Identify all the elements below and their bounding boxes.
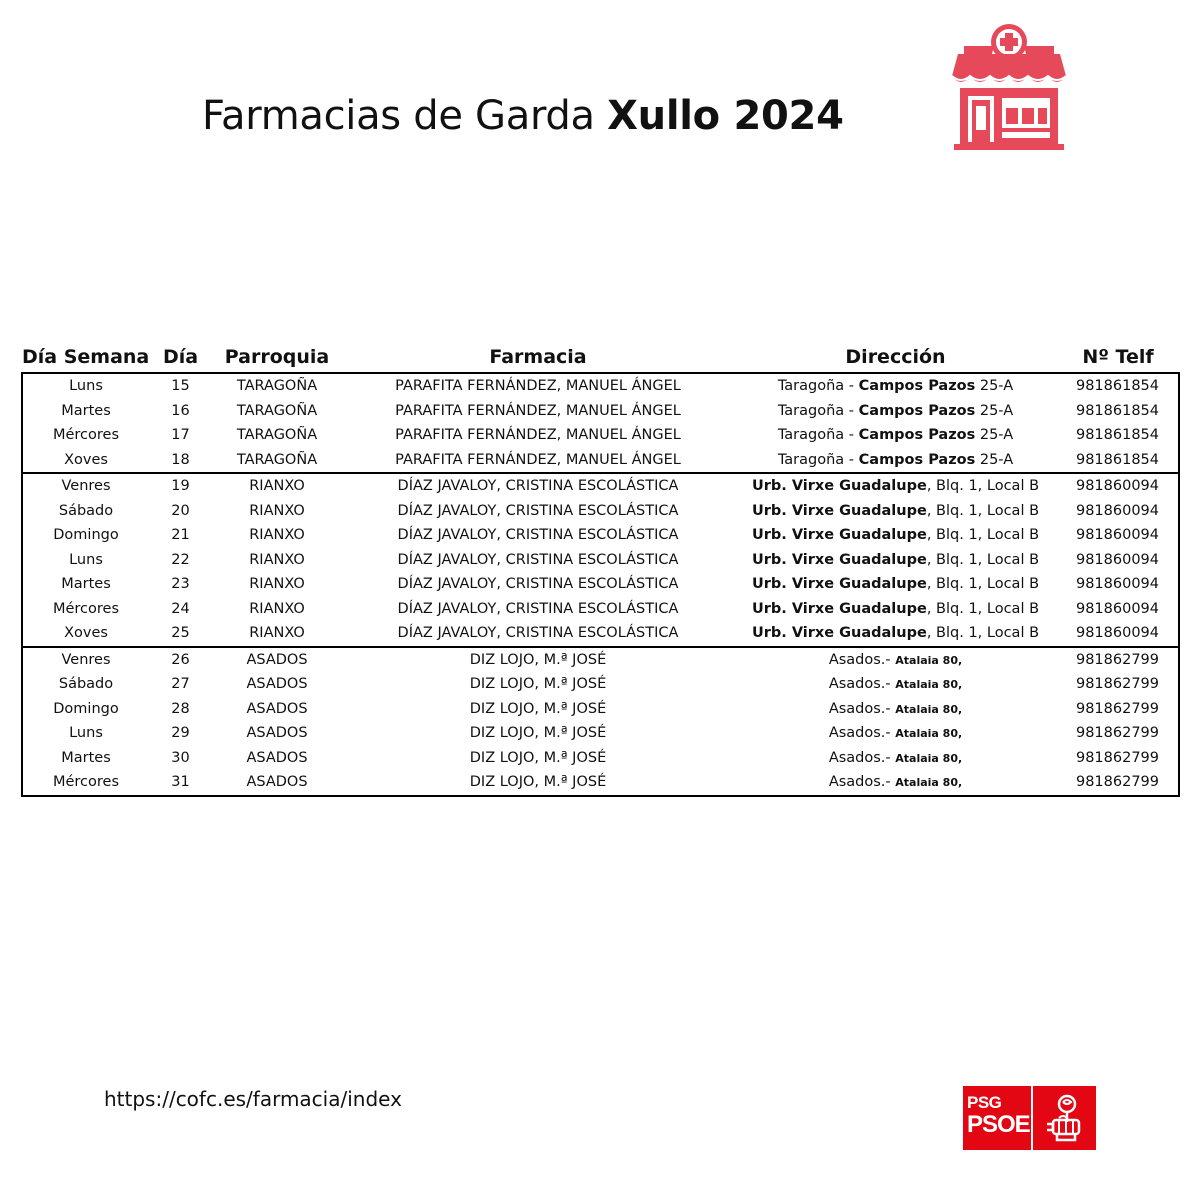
cell-dia: 15	[171, 378, 190, 395]
cell-farmacia: PARAFITA FERNÁNDEZ, MANUEL ÁNGEL	[395, 427, 681, 444]
address-detail: , Blq. 1, Local B	[926, 551, 1040, 568]
address-detail: , Blq. 1, Local B	[926, 502, 1040, 519]
cell-farmacia: DÍAZ JAVALOY, CRISTINA ESCOLÁSTICA	[397, 502, 679, 519]
address-prefix: Asados.-	[828, 651, 891, 668]
cell-telf: 981862799	[1075, 749, 1160, 766]
cell-dia-semana: Mércores	[52, 600, 120, 617]
cell-dia: 18	[171, 451, 190, 468]
cell-dia: 20	[171, 502, 190, 519]
cell-farmacia: DIZ LOJO, M.ª JOSÉ	[469, 774, 607, 791]
address-street: Campos Pazos	[858, 402, 976, 419]
cell-parroquia: RIANXO	[249, 576, 305, 593]
address-prefix: Asados.-	[828, 676, 891, 693]
cell-dia: 19	[171, 478, 190, 495]
cell-dia: 30	[171, 749, 190, 766]
address-street: Campos Pazos	[858, 378, 976, 395]
table-header-row	[22, 342, 1179, 373]
pharmacy-schedule-table	[21, 342, 1180, 797]
cell-telf: 981860094	[1075, 551, 1160, 568]
address-detail-small: Atalaia 80,	[895, 751, 963, 765]
cell-parroquia: ASADOS	[246, 725, 308, 742]
cell-direccion	[734, 621, 1057, 647]
address-prefix: Asados.-	[828, 774, 891, 791]
cell-dia-semana: Sábado	[58, 502, 114, 519]
cell-dia-semana: Domingo	[53, 527, 119, 544]
address-prefix: Taragoña	[777, 378, 845, 395]
cell-direccion	[734, 672, 1057, 697]
address-prefix: Taragoña	[777, 402, 845, 419]
cell-dia-semana: Mércores	[52, 427, 120, 444]
cell-parroquia: RIANXO	[249, 625, 305, 642]
pharmacy-shop-icon	[950, 22, 1068, 152]
cell-dia-semana: Martes	[61, 749, 111, 766]
cell-telf: 981862799	[1075, 651, 1160, 668]
cell-telf: 981862799	[1075, 774, 1160, 791]
address-detail: 25-A	[979, 378, 1014, 395]
cell-dia: 27	[171, 676, 190, 693]
cell-parroquia: RIANXO	[249, 527, 305, 544]
cell-dia-semana: Mércores	[52, 774, 120, 791]
psg-psoe-logo	[963, 1086, 1096, 1150]
title-regular: Farmacias de Garda	[202, 93, 595, 139]
address-detail-small: Atalaia 80,	[895, 678, 963, 692]
cell-farmacia: DIZ LOJO, M.ª JOSÉ	[469, 725, 607, 742]
cell-dia-semana: Sábado	[58, 676, 114, 693]
address-prefix: Taragoña	[777, 427, 845, 444]
cell-dia: 23	[171, 576, 190, 593]
cell-direccion	[734, 523, 1057, 548]
table-row	[22, 423, 1179, 448]
cell-telf: 981860094	[1075, 625, 1160, 642]
table-row	[22, 770, 1179, 796]
address-street: Urb. Virxe Guadalupe	[751, 478, 927, 495]
cell-dia-semana: Luns	[69, 378, 103, 395]
cell-dia: 17	[171, 427, 190, 444]
header-parroquia: Parroquia	[224, 346, 330, 368]
header-dia: Día	[162, 346, 199, 368]
address-street: Campos Pazos	[858, 427, 976, 444]
table-row	[22, 473, 1179, 499]
cell-parroquia: ASADOS	[246, 676, 308, 693]
table-row	[22, 499, 1179, 524]
cell-direccion	[734, 770, 1057, 796]
cell-dia: 29	[171, 725, 190, 742]
cell-farmacia: DÍAZ JAVALOY, CRISTINA ESCOLÁSTICA	[397, 551, 679, 568]
table-row	[22, 672, 1179, 697]
address-detail-small: Atalaia 80,	[895, 776, 963, 790]
address-street: Urb. Virxe Guadalupe	[751, 551, 927, 568]
address-detail: , Blq. 1, Local B	[926, 527, 1040, 544]
cell-telf: 981861854	[1075, 402, 1160, 419]
address-detail: , Blq. 1, Local B	[926, 625, 1040, 642]
cell-telf: 981860094	[1075, 576, 1160, 593]
cell-direccion	[734, 473, 1057, 499]
table-row	[22, 448, 1179, 474]
pharmacy-group	[22, 373, 1179, 473]
cell-direccion	[734, 399, 1057, 424]
cell-telf: 981861854	[1075, 451, 1160, 468]
cell-telf: 981860094	[1075, 600, 1160, 617]
cell-telf: 981860094	[1075, 527, 1160, 544]
address-detail: , Blq. 1, Local B	[926, 576, 1040, 593]
address-prefix: Asados.-	[828, 725, 891, 742]
cell-direccion	[734, 499, 1057, 524]
cell-dia-semana: Xoves	[64, 451, 108, 468]
cell-direccion	[734, 746, 1057, 771]
cell-parroquia: ASADOS	[246, 749, 308, 766]
address-separator: -	[844, 427, 859, 444]
table-row	[22, 697, 1179, 722]
cell-telf: 981861854	[1075, 378, 1160, 395]
table-row	[22, 399, 1179, 424]
logo-divider	[1031, 1086, 1033, 1150]
cell-telf: 981862799	[1075, 700, 1160, 717]
logo-line-2: PSOE	[967, 1111, 1030, 1138]
source-url: https://cofc.es/farmacia/index	[104, 1087, 402, 1111]
table-row	[22, 721, 1179, 746]
table-row	[22, 746, 1179, 771]
cell-dia: 31	[171, 774, 190, 791]
cell-parroquia: ASADOS	[246, 700, 308, 717]
cell-dia-semana: Martes	[61, 576, 111, 593]
address-street: Urb. Virxe Guadalupe	[751, 625, 927, 642]
cell-parroquia: ASADOS	[246, 774, 308, 791]
cell-dia-semana: Venres	[61, 651, 111, 668]
cell-dia-semana: Martes	[61, 402, 111, 419]
cell-farmacia: DÍAZ JAVALOY, CRISTINA ESCOLÁSTICA	[397, 478, 679, 495]
cell-telf: 981860094	[1075, 478, 1160, 495]
cell-dia-semana: Luns	[69, 551, 103, 568]
cell-parroquia: TARAGOÑA	[236, 427, 318, 444]
table-row	[22, 647, 1179, 673]
cell-parroquia: ASADOS	[246, 651, 308, 668]
cell-farmacia: PARAFITA FERNÁNDEZ, MANUEL ÁNGEL	[395, 402, 681, 419]
cell-dia: 25	[171, 625, 190, 642]
table-row	[22, 621, 1179, 647]
address-detail: 25-A	[979, 451, 1014, 468]
cell-telf: 981861854	[1075, 427, 1160, 444]
address-separator: -	[844, 378, 859, 395]
cell-dia: 16	[171, 402, 190, 419]
cell-parroquia: RIANXO	[249, 478, 305, 495]
cell-direccion	[734, 448, 1057, 474]
cell-dia-semana: Luns	[69, 725, 103, 742]
cell-direccion	[734, 548, 1057, 573]
cell-farmacia: DÍAZ JAVALOY, CRISTINA ESCOLÁSTICA	[397, 600, 679, 617]
cell-dia: 22	[171, 551, 190, 568]
cell-parroquia: TARAGOÑA	[236, 402, 318, 419]
cell-farmacia: DÍAZ JAVALOY, CRISTINA ESCOLÁSTICA	[397, 625, 679, 642]
header-dia-semana: Día Semana	[22, 346, 150, 368]
rose-fist-icon	[1039, 1092, 1091, 1144]
cell-direccion	[734, 647, 1057, 673]
address-detail: , Blq. 1, Local B	[926, 600, 1040, 617]
header-direccion: Dirección	[845, 346, 946, 368]
address-street: Urb. Virxe Guadalupe	[751, 502, 927, 519]
pharmacy-group	[22, 647, 1179, 796]
address-detail-small: Atalaia 80,	[895, 727, 963, 741]
address-separator: -	[844, 451, 859, 468]
cell-parroquia: RIANXO	[249, 502, 305, 519]
address-detail-small: Atalaia 80,	[895, 653, 963, 667]
cell-telf: 981862799	[1075, 676, 1160, 693]
header-farmacia: Farmacia	[489, 346, 587, 368]
cell-parroquia: RIANXO	[249, 600, 305, 617]
cell-telf: 981862799	[1075, 725, 1160, 742]
cell-dia-semana: Venres	[61, 478, 111, 495]
cell-farmacia: PARAFITA FERNÁNDEZ, MANUEL ÁNGEL	[395, 378, 681, 395]
address-detail: , Blq. 1, Local B	[926, 478, 1040, 495]
cell-direccion	[734, 597, 1057, 622]
table-row	[22, 373, 1179, 399]
cell-farmacia: DIZ LOJO, M.ª JOSÉ	[469, 651, 607, 668]
cell-parroquia: RIANXO	[249, 551, 305, 568]
page-title	[202, 88, 844, 144]
address-street: Campos Pazos	[858, 451, 976, 468]
table-row	[22, 548, 1179, 573]
table-row	[22, 523, 1179, 548]
cell-farmacia: DIZ LOJO, M.ª JOSÉ	[469, 749, 607, 766]
cell-dia-semana: Xoves	[64, 625, 108, 642]
cell-farmacia: DÍAZ JAVALOY, CRISTINA ESCOLÁSTICA	[397, 527, 679, 544]
cell-farmacia: DÍAZ JAVALOY, CRISTINA ESCOLÁSTICA	[397, 576, 679, 593]
address-detail-small: Atalaia 80,	[895, 702, 963, 716]
cell-direccion	[734, 373, 1057, 399]
cell-parroquia: TARAGOÑA	[236, 378, 318, 395]
cell-dia-semana: Domingo	[53, 700, 119, 717]
cell-farmacia: DIZ LOJO, M.ª JOSÉ	[469, 700, 607, 717]
cell-dia: 28	[171, 700, 190, 717]
cell-farmacia: DIZ LOJO, M.ª JOSÉ	[469, 676, 607, 693]
cell-farmacia: PARAFITA FERNÁNDEZ, MANUEL ÁNGEL	[395, 451, 681, 468]
table-row	[22, 597, 1179, 622]
cell-parroquia: TARAGOÑA	[236, 451, 318, 468]
address-detail: 25-A	[979, 427, 1014, 444]
title-bold: Xullo 2024	[607, 93, 844, 139]
cell-dia: 21	[171, 527, 190, 544]
address-detail: 25-A	[979, 402, 1014, 419]
cell-dia: 24	[171, 600, 190, 617]
table-row	[22, 572, 1179, 597]
cell-telf: 981860094	[1075, 502, 1160, 519]
header-telf: Nº Telf	[1082, 346, 1154, 368]
address-street: Urb. Virxe Guadalupe	[751, 576, 927, 593]
cell-direccion	[734, 721, 1057, 746]
cell-direccion	[734, 572, 1057, 597]
logo-line-1: PSG	[967, 1093, 1002, 1112]
address-prefix: Taragoña	[777, 451, 845, 468]
address-street: Urb. Virxe Guadalupe	[751, 527, 927, 544]
pharmacy-group	[22, 473, 1179, 647]
address-prefix: Asados.-	[828, 749, 891, 766]
address-street: Urb. Virxe Guadalupe	[751, 600, 927, 617]
cell-dia: 26	[171, 651, 190, 668]
cell-direccion	[734, 423, 1057, 448]
address-prefix: Asados.-	[828, 700, 891, 717]
cell-direccion	[734, 697, 1057, 722]
address-separator: -	[844, 402, 859, 419]
